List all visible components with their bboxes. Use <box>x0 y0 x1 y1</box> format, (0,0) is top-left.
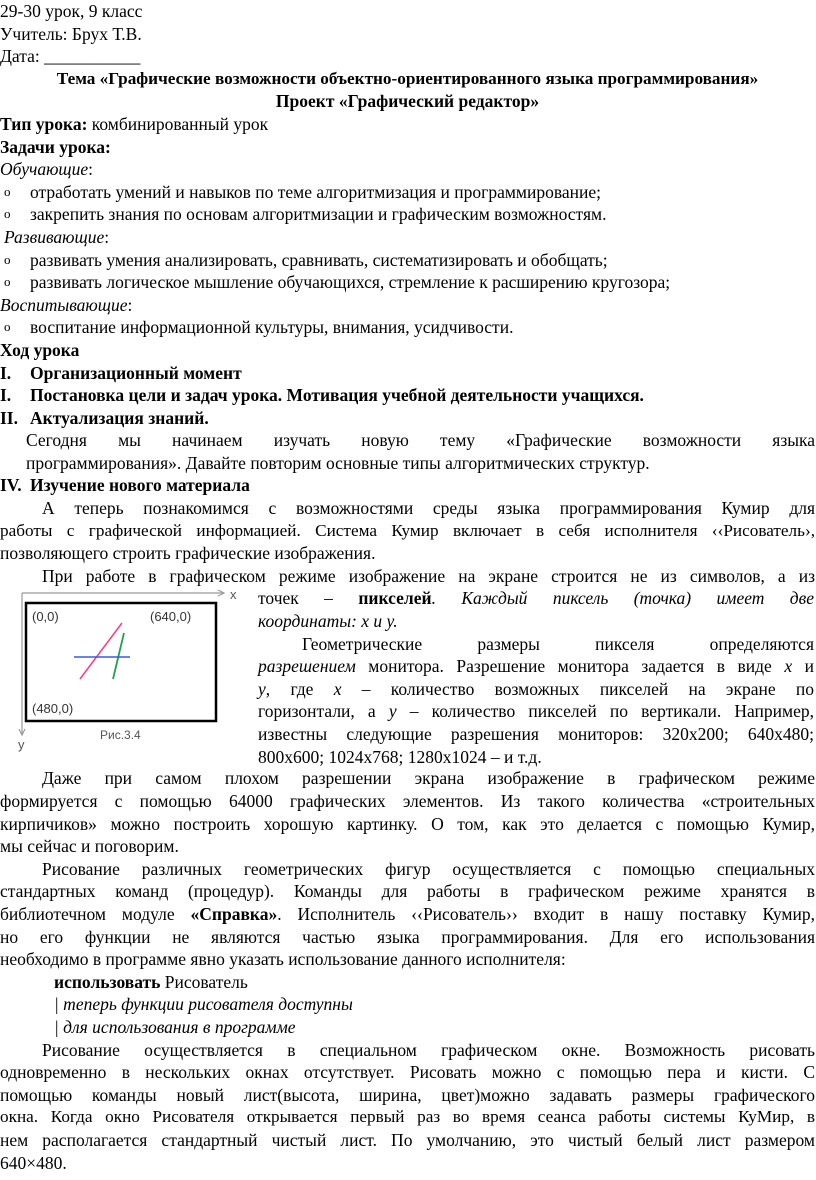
coordinate-figure <box>18 589 250 765</box>
code-comment: | теперь функции рисователя доступны <box>54 994 353 1015</box>
list-item: o воспитание информационной культуры, внимания, усидчивости. <box>4 317 514 338</box>
bullet-icon: o <box>4 251 11 267</box>
paragraph-line: но его функции не являются частью языка программирования. Для его использования <box>0 926 815 947</box>
teaching-label: Обучающие <box>0 159 89 180</box>
paragraph-line: При работе в графическом режиме изображение на экране строится не из символов, а из <box>42 565 815 586</box>
lesson-number: 29-30 урок, 9 класс <box>0 1 143 21</box>
paragraph-line: помощью команды новый лист(высота, ширина, цвет)можно задавать размеры графического <box>0 1084 815 1105</box>
paragraph-line: точек – пикселей. Каждый пиксель (точка) имеет две <box>258 588 814 609</box>
paragraph-line: Геометрические размеры пикселя определяются <box>302 633 814 654</box>
paragraph-line: формируется с помощью 64000 графических элементов. Из такого количества «строительных <box>0 791 815 812</box>
code-line: использовать Рисователь <box>54 971 248 992</box>
x-axis-label: х <box>230 589 237 603</box>
bottom-left-label: (480,0) <box>32 701 74 717</box>
developing-label: Развивающие <box>4 226 105 247</box>
paragraph-line: работы с графической информацией. Система Кумир включает в себя исполнителя ‹‹Рисователь›, <box>0 520 815 540</box>
topic-title: Тема «Графические возможности объектно-ориентированного языка программирования» <box>56 68 759 88</box>
code-comment: | для использования в программе <box>54 1016 296 1037</box>
lesson-type <box>0 113 815 136</box>
paragraph-line: кирпичиков» можно построить хорошую картинку. О том, как это делается с помощью Кумир, <box>0 813 815 834</box>
actualization-line: программирования». Давайте повторим основные типы алгоритмических структур. <box>26 452 650 473</box>
paragraph-line: Рисование осуществляется в специальном графическом окне. Возможность рисовать <box>42 1039 815 1060</box>
list-item: o закрепить знания по основам алгоритмизации и графическим возможностям. <box>4 204 607 225</box>
bullet-icon: o <box>4 319 11 335</box>
educating-label-row: Воспитывающие: <box>0 294 133 315</box>
paragraph-line: горизонтали, а у – количество пикселей по вертикали. Например, <box>258 701 814 722</box>
educating-label: Воспитывающие <box>0 294 128 315</box>
bullet-icon: o <box>4 274 11 290</box>
section-heading: I. Организационный момент <box>0 362 242 383</box>
paragraph-line: разрешением монитора. Разрешение монитора задается в виде х и <box>258 656 814 677</box>
lesson-date: Дата: ___________ <box>0 46 141 67</box>
teacher-name: Учитель: Брух Т.В. <box>0 23 142 44</box>
paragraph-line: необходимо в программе явно указать использование данного исполнителя: <box>0 949 566 970</box>
project-title: Проект «Графический редактор» <box>275 91 540 112</box>
paragraph-line: стандартных команд (процедур). Команды для работы в графическом режиме хранятся в <box>0 881 815 902</box>
developing-label-row: Развивающие: <box>4 226 110 247</box>
origin-label: (0,0) <box>32 609 59 625</box>
paragraph-line: координаты: х и у. <box>258 611 398 632</box>
paragraph-line: 640×480. <box>0 1152 67 1173</box>
section-heading: IV. Изучение нового материала <box>0 475 250 496</box>
figure-caption: Рис.3.4 <box>100 728 141 743</box>
paragraph-line: мы сейчас и поговорим. <box>0 836 179 857</box>
figure-side-text <box>258 587 814 768</box>
paragraph-line: окна. Когда окно Рисователя открывается первый раз во время сеанса работы системы КуМир, в <box>0 1107 815 1127</box>
bullet-icon: o <box>4 183 11 199</box>
list-item: o развивать умения анализировать, сравнивать, систематизировать и обобщать; <box>4 249 608 270</box>
y-axis-label: у <box>18 737 25 753</box>
paragraph-line: позволяющего строить графические изображения. <box>0 543 376 564</box>
lesson-type-value: комбинированный урок <box>87 113 269 134</box>
course-heading: Ход урока <box>0 339 80 360</box>
paragraph-line: библиотечном модуле «Справка». Исполнитель ‹‹Рисователь›› входит в нашу поставку Кумир, <box>0 904 815 924</box>
paragraph-line: Рисование различных геометрических фигур осуществляется с помощью специальных <box>42 858 815 879</box>
section-heading: I. Постановка цели и задач урока. Мотивация учебной деятельности учащихся. <box>0 385 644 406</box>
paragraph-line: у, где х – количество возможных пикселей на экране по <box>258 678 814 699</box>
lesson-type-label: Тип урока: <box>0 113 88 134</box>
paragraph-line: нем располагается стандартный чистый лист. По умолчанию, это чистый белый лист размером <box>0 1129 815 1150</box>
teaching-label-row: Обучающие: <box>0 159 94 180</box>
paragraph-line: 800х600; 1024х768; 1280х1024 – и т.д. <box>258 746 542 767</box>
tasks-heading: Задачи урока: <box>0 136 111 157</box>
paragraph-line: А теперь познакомимся с возможностями среды языка программирования Кумир для <box>42 498 815 519</box>
figure-block <box>0 587 815 767</box>
paragraph-line: известны следующие разрешения мониторов: 320х200; 640х480; <box>258 724 814 744</box>
section-heading: II. Актуализация знаний. <box>0 407 209 428</box>
list-item: o развивать логическое мышление обучающихся, стремление к расширению кругозора; <box>4 272 671 293</box>
paragraph-line: Даже при самом плохом разрешении экрана изображение в графическом режиме <box>42 768 815 789</box>
bullet-icon: o <box>4 206 11 222</box>
list-item: o отработать умений и навыков по теме алгоритмизация и программирование; <box>4 181 602 202</box>
top-right-label: (640,0) <box>150 609 192 625</box>
actualization-line: Сегодня мы начинаем изучать новую тему «Графические возможности языка <box>26 430 815 451</box>
code-keyword: использовать <box>54 971 161 992</box>
paragraph-line: одновременно в нескольких окнах отсутствует. Рисовать можно с помощью пера и кисти. С <box>0 1062 815 1083</box>
